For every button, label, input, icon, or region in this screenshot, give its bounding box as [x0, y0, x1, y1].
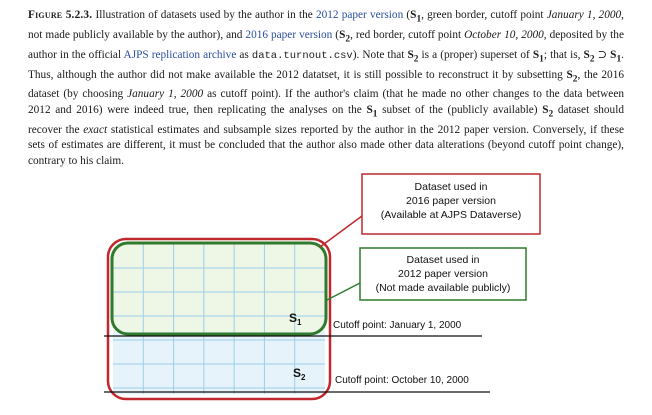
caption-text: statistical estimates and subsample sizes reported by the author in the 2012 paper version. Conversely, if these sets of estimates are different, it must be concluded that the author also made other data alterations (beyond cutoff point change), contrary to his claim. [28, 123, 624, 167]
s1-symbol: $S_1$ [366, 103, 378, 120]
green-connector [327, 283, 360, 300]
caption-text: subset of the (publicly available) [377, 103, 543, 116]
s1-symbol: $S_1$ [610, 48, 622, 64]
caption-text: ⊃ [594, 48, 611, 61]
s2-symbol: $S_2$ [566, 68, 578, 84]
caption-text: , the 2016 dataset (by choosing [28, 68, 624, 101]
s1-symbol: $S_1$ [532, 48, 544, 64]
s2-symbol: $S_2$ [583, 48, 595, 64]
red-callout-line1: Dataset used in [414, 181, 488, 193]
caption-date: January 1, 2000 [127, 88, 204, 101]
caption-text: , deposited by the author in the official [28, 28, 624, 61]
caption-text: ). Note that [352, 48, 408, 61]
link-ajps-archive[interactable]: AJPS replication archive [123, 48, 237, 61]
figure-label: Figure 5.2.3. [28, 9, 93, 21]
s2-label: $S_2$ [293, 366, 306, 382]
red-connector [320, 213, 366, 247]
caption-text: , red border, cutoff point [350, 28, 465, 41]
s2-symbol: $S_2$ [407, 48, 419, 64]
s1-label: $S_1$ [289, 311, 302, 327]
s2-fill [113, 332, 325, 394]
green-callout-line1: Dataset used in [406, 254, 480, 266]
file-name: data.turnout.csv [251, 49, 353, 62]
s2-symbol: $S_2$ [542, 103, 554, 120]
caption-date: January 1, 2000 [546, 9, 622, 21]
green-callout-line3: (Not made available publicly) [375, 282, 511, 294]
s2-symbol: $S_2$ [339, 28, 351, 45]
cutoff-label-1: Cutoff point: January 1, 2000 [333, 320, 462, 331]
caption-date: October 10, 2000 [464, 28, 544, 41]
caption-text: as [236, 48, 252, 61]
link-2012-paper[interactable]: 2012 paper version [315, 9, 404, 21]
green-callout-line2: 2012 paper version [398, 268, 488, 280]
caption-text: , green border, cutoff point [421, 9, 547, 21]
caption-text: ( [403, 9, 411, 21]
s1-symbol: $S_1$ [410, 9, 422, 25]
caption-text: dataset should recover the [28, 103, 624, 136]
caption-text: . Thus, although the author did not make available the 2012 datatset, it is still possible to reconstruct it by subsetting [28, 48, 624, 81]
red-callout-line2: 2016 paper version [406, 195, 496, 207]
caption-text: ( [332, 28, 340, 41]
caption-text: as cutoff point). If the author's claim (that he made no other changes to the data between 2012 and 2016) were indeed true, then replicating the analyses on the [28, 88, 624, 116]
caption-text: is a (proper) superset of [418, 48, 533, 61]
caption-text: Illustration of datasets used by the author in the [92, 9, 316, 21]
caption-text: , not made publicly available by the author), and [28, 9, 624, 41]
cutoff-label-2: Cutoff point: October 10, 2000 [335, 375, 469, 386]
red-callout-line3: (Available at AJPS Dataverse) [380, 209, 522, 221]
link-2016-paper[interactable]: 2016 paper version [245, 28, 333, 41]
caption-text: ; that is, [543, 48, 584, 61]
caption-emphasis: exact [83, 123, 108, 136]
